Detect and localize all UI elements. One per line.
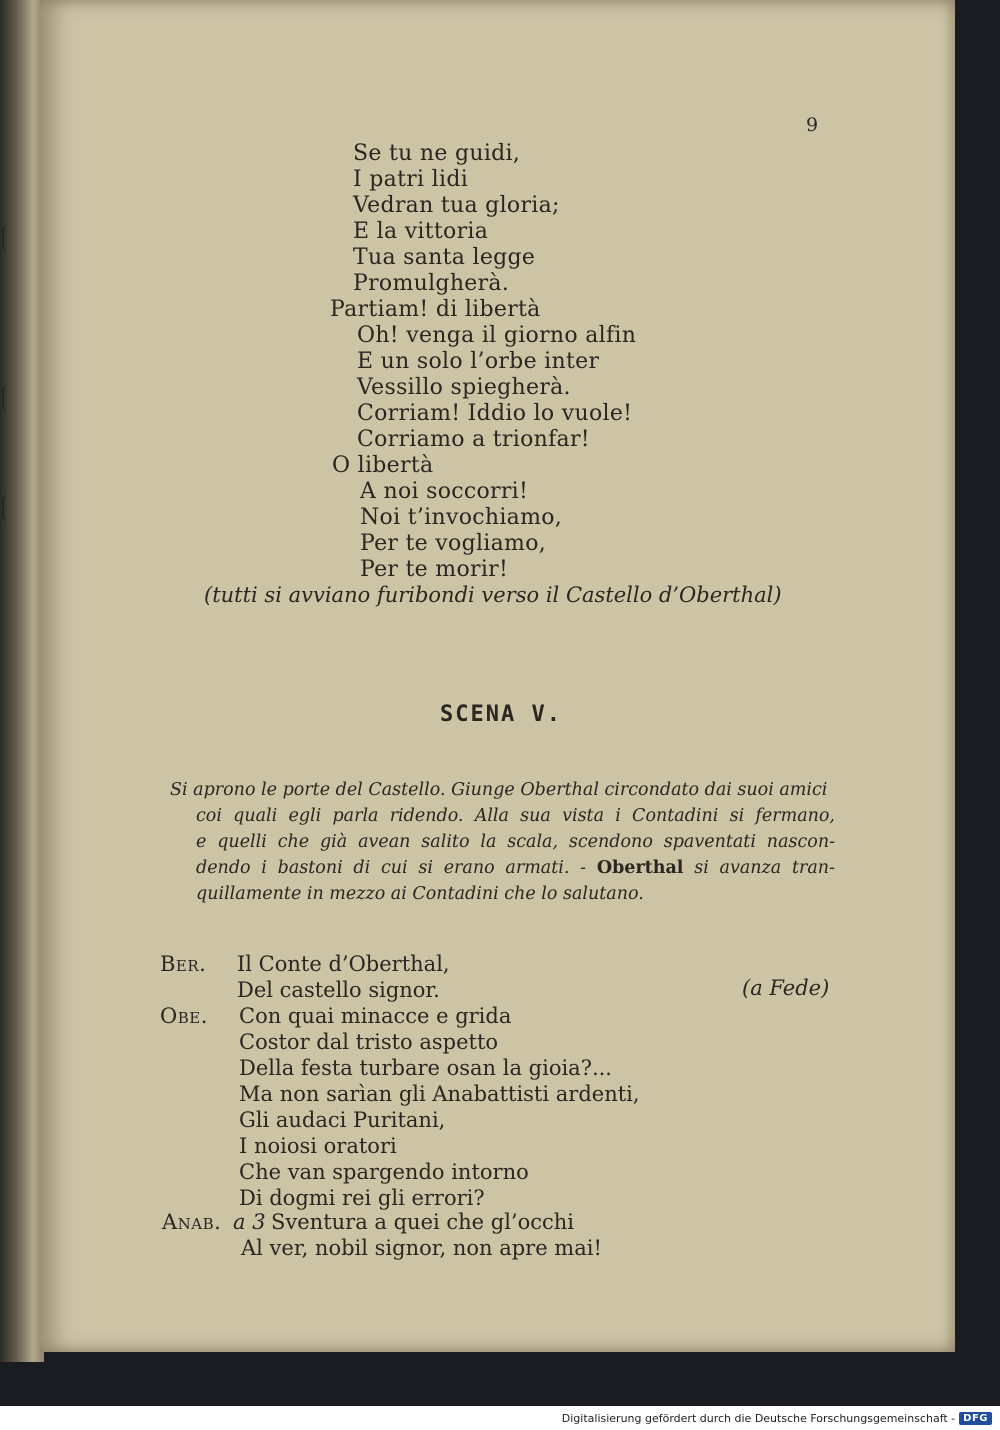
dialogue-line: Della festa turbare osan la gioia?... — [239, 1056, 612, 1080]
dialogue-line: Costor dal tristo aspetto — [239, 1030, 499, 1054]
dialogue-line: Del castello signor. — [237, 978, 440, 1002]
page-number: 9 — [806, 114, 819, 136]
dialogue-line: Ma non sarìan gli Anabattisti ardenti, — [239, 1082, 640, 1106]
speaker-label: Ber. — [160, 952, 207, 976]
dfg-logo: DFG — [959, 1412, 992, 1425]
verse-line: Oh! venga il giorno alfin — [357, 323, 637, 348]
dialogue-line: I noiosi oratori — [239, 1134, 397, 1158]
previous-page-edge-mark — [2, 225, 12, 251]
verse-line: Vessillo spiegherà. — [357, 375, 571, 400]
speaker-label: Obe. — [160, 1004, 208, 1028]
stage-direction: (tutti si avviano furibondi verso il Castello d’Oberthal) — [204, 583, 782, 607]
digitization-credit-bar — [0, 1406, 1000, 1430]
aside-direction: (a Fede) — [742, 976, 830, 1000]
dialogue-line: Che van spargendo intorno — [239, 1160, 529, 1184]
speaker-label: Anab. — [162, 1210, 222, 1234]
scene-heading: SCENA V. — [440, 702, 562, 727]
previous-page-edge-mark — [2, 385, 12, 411]
direction-line: Si aprono le porte del Castello. Giunge Oberthal circondato dai suoi amici — [170, 780, 828, 800]
direction-text: dendo i bastoni di cui si erano armati. - — [196, 858, 587, 878]
verse-line: Per te morir! — [360, 557, 509, 582]
scene-direction — [170, 777, 835, 907]
verse-line: E un solo l’orbe inter — [357, 349, 600, 374]
verse-line: Corriam! Iddio lo vuole! — [357, 401, 633, 426]
verse-line: Noi t’invochiamo, — [360, 505, 563, 530]
verse-line: O libertà — [332, 453, 434, 478]
speaker-modifier: a 3 — [233, 1210, 266, 1234]
dialogue-line: Il Conte d’Oberthal, — [237, 952, 450, 976]
direction-line — [170, 855, 835, 881]
verse-line: Vedran tua gloria; — [353, 193, 560, 218]
character-name: Oberthal — [596, 858, 684, 878]
direction-text: si avanza tran- — [694, 858, 835, 878]
direction-line: coi quali egli parla ridendo. Alla sua vista i Contadini si fermano, — [196, 806, 835, 826]
scanned-page — [40, 0, 955, 1352]
previous-page-edge-mark — [2, 495, 12, 521]
dialogue-line: Al ver, nobil signor, non apre mai! — [241, 1236, 602, 1260]
dialogue-line: Con quai minacce e grida — [239, 1004, 512, 1028]
direction-line: e quelli che già avean salito la scala, scendono spaventati nascon- — [196, 832, 835, 852]
verse-line: A noi soccorri! — [360, 479, 529, 504]
verse-line: Promulgherà. — [353, 271, 510, 296]
verse-line: E la vittoria — [353, 219, 489, 244]
book-spine-edge — [0, 0, 44, 1362]
direction-line: quillamente in mezzo ai Contadini che lo salutano. — [196, 884, 644, 904]
verse-line: Corriamo a trionfar! — [357, 427, 590, 452]
verse-line: Se tu ne guidi, — [353, 141, 521, 166]
dialogue-line: Di dogmi rei gli errori? — [239, 1186, 485, 1210]
verse-line: I patri lidi — [353, 167, 469, 192]
verse-line: Per te vogliamo, — [360, 531, 547, 556]
dialogue-line: Sventura a quei che gl’occhi — [271, 1210, 575, 1234]
credit-text: Digitalisierung gefördert durch die Deutsche Forschungsgemeinschaft - — [561, 1411, 956, 1425]
verse-line: Partiam! di libertà — [330, 297, 541, 322]
verse-line: Tua santa legge — [353, 245, 536, 270]
dialogue-line: Gli audaci Puritani, — [239, 1108, 446, 1132]
